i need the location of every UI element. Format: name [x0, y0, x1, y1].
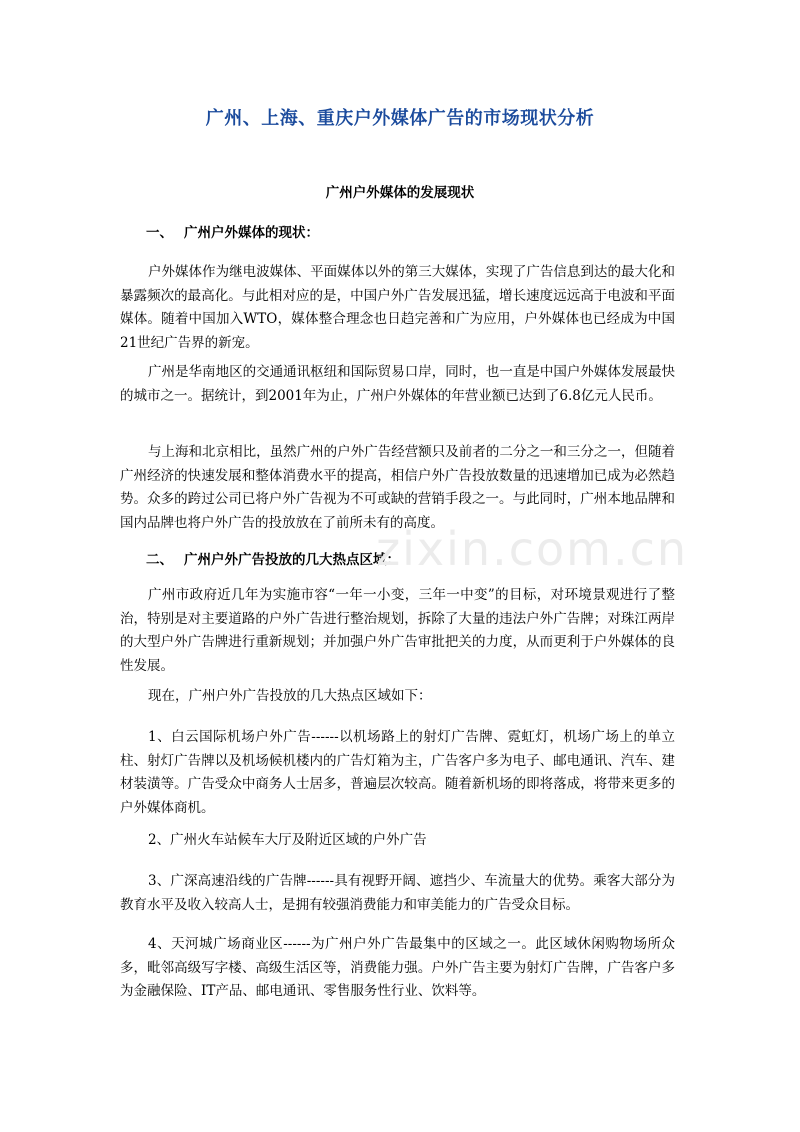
paragraph: 3、广深高速沿线的广告牌------具有视野开阔、遮挡少、车流量大的优势。乘客大部分为教育水平及收入较高人士，是拥有较强消费能力和审美能力的广告受众目标。: [120, 873, 675, 913]
paragraph: 户外媒体作为继电波媒体、平面媒体以外的第三大媒体，实现了广告信息到达的最大化和暴露频次的最高化。与此相对应的是，中国户外广告发展迅猛，增长速度远远高于电波和平面媒体。随着中国加入WTO，媒体整合理念也日趋完善和广为应用，户外媒体也已经成为中国21世纪广告界的新宠。: [120, 264, 675, 351]
paragraph: 广州是华南地区的交通通讯枢纽和国际贸易口岸，同时，也一直是中国户外媒体发展最快的城市之一。据统计，到2001年为止，广州户外媒体的年营业额已达到了6.8亿元人民币。: [120, 364, 675, 404]
paragraph: 现在，广州户外广告投放的几大热点区域如下：: [148, 688, 432, 704]
watermark: zixin.com.cn: [376, 522, 689, 576]
paragraph: 2、广州火车站候车大厅及附近区域的户外广告: [148, 832, 427, 848]
paragraph: 广州市政府近几年为实施市容“一年一小变，三年一中变”的目标，对环境景观进行了整治，特别是对主要道路的户外广告进行整治规划，拆除了大量的违法户外广告牌；对珠江两岸的大型户外广告牌进行重新规划；并加强户外广告审批把关的力度，从而更利于户外媒体的良性发展。: [120, 587, 675, 674]
paragraph: 1、白云国际机场户外广告------以机场路上的射灯广告牌、霓虹灯，机场广场上的单立柱、射灯广告牌以及机场候机楼内的广告灯箱为主，广告客户多为电子、邮电通讯、汽车、建材装潢等。广告受众中商务人士居多，普遍层次较高。随着新机场的即将落成，将带来更多的户外媒体商机。: [120, 729, 675, 816]
paragraph: 4、天河城广场商业区------为广州户外广告最集中的区域之一。此区域休闲购物场所众多，毗邻高级写字楼、高级生活区等，消费能力强。户外广告主要为射灯广告牌，广告客户多为金融保险、IT产品、邮电通讯、零售服务性行业、饮料等。: [120, 936, 675, 999]
section-number: 一、: [146, 225, 173, 241]
section-heading-1: [146, 221, 319, 241]
section-number: 二、: [146, 552, 173, 568]
section-heading-text: 广州户外媒体的现状：: [184, 225, 319, 241]
section-heading-text: 广州户外广告投放的几大热点区域：: [184, 552, 400, 568]
document-title: 广州、上海、重庆户外媒体广告的市场现状分析: [205, 108, 595, 129]
paragraph: 与上海和北京相比，虽然广州的户外广告经营额只及前者的二分之一和三分之一，但随着广州经济的快速发展和整体消费水平的提高，相信户外广告投放数量的迅速增加已成为必然趋势。众多的跨过公司已将户外广告视为不可或缺的营销手段之一。与此同时，广州本地品牌和国内品牌也将户外广告的投放放在了前所未有的高度。: [120, 444, 675, 531]
section-heading-2: [146, 548, 400, 568]
document-subtitle: 广州户外媒体的发展现状: [325, 185, 475, 201]
